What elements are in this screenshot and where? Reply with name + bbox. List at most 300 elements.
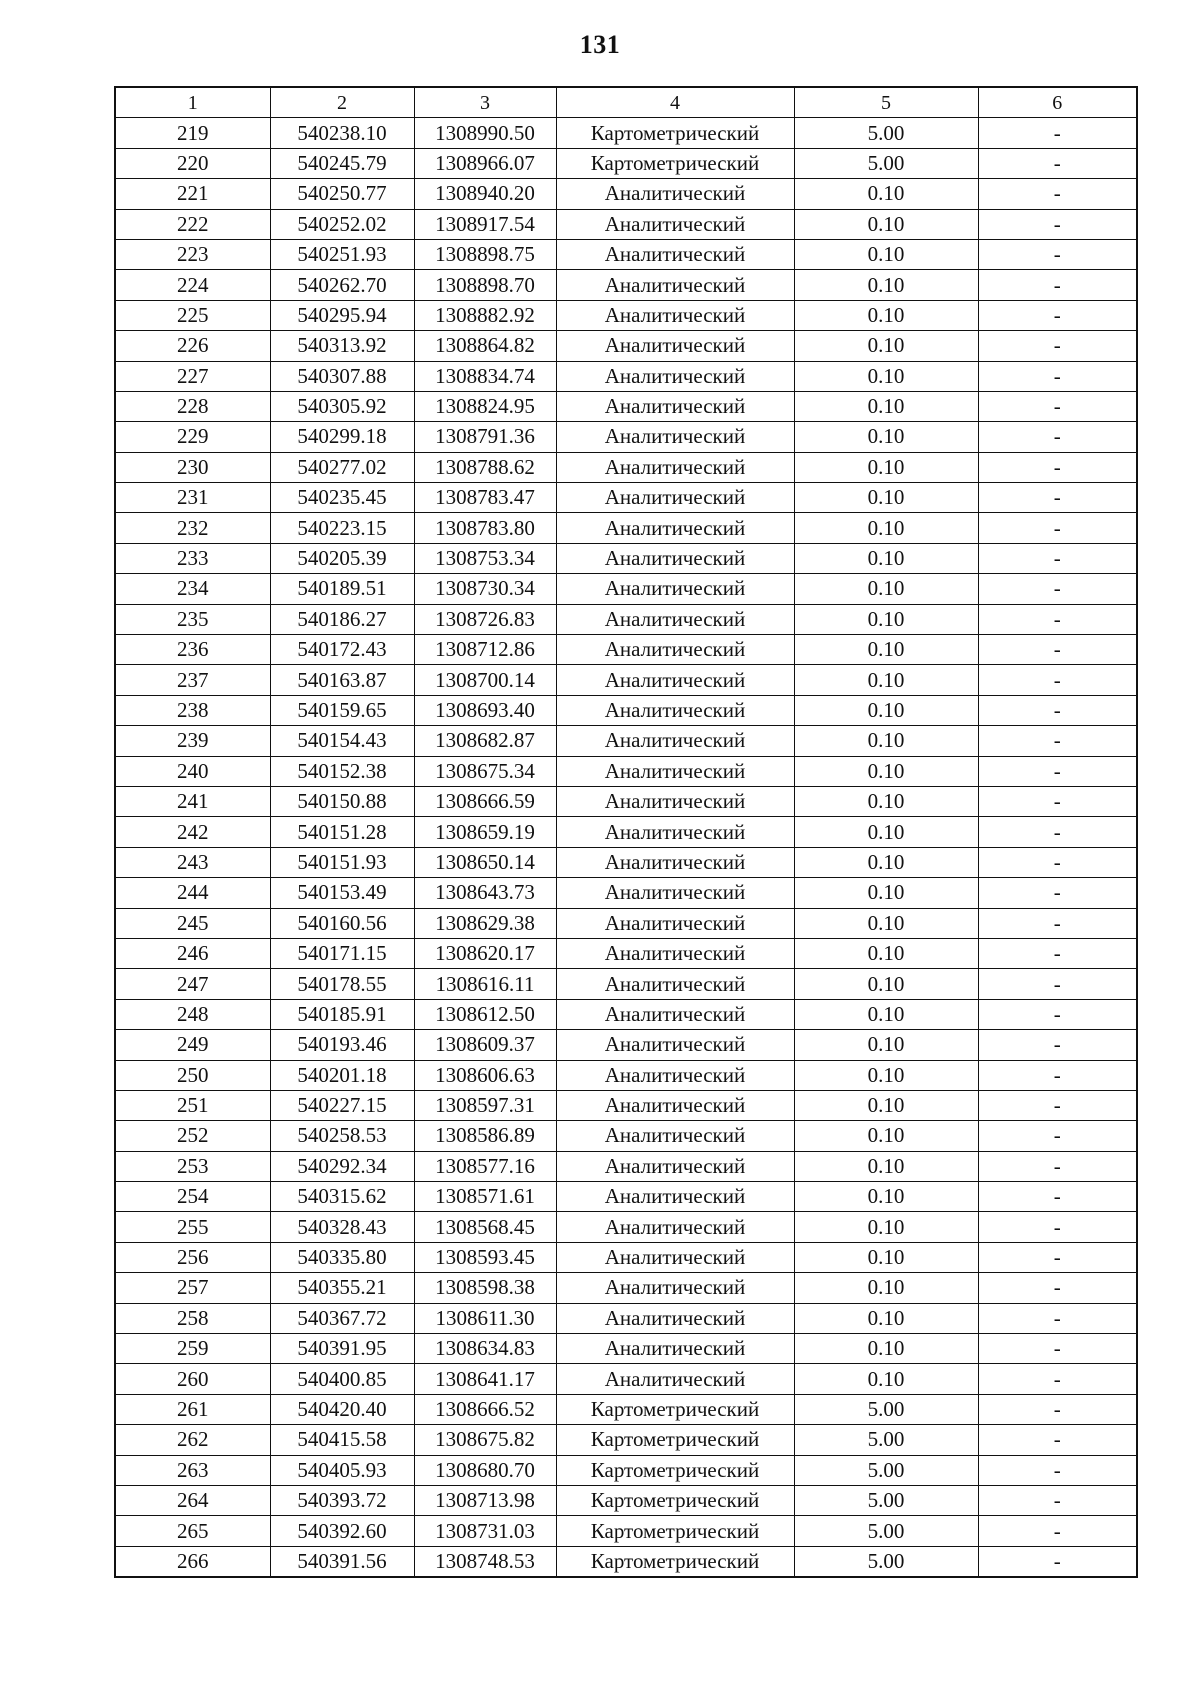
point-number-cell: 265 (115, 1516, 270, 1546)
table-row (115, 908, 1137, 938)
note-cell: - (978, 878, 1137, 908)
method-cell: Аналитический (556, 543, 794, 573)
note-cell: - (978, 1242, 1137, 1272)
point-number-cell: 225 (115, 300, 270, 330)
accuracy-cell: 0.10 (794, 908, 978, 938)
table-row (115, 1394, 1137, 1424)
y-coordinate-cell: 1308783.80 (414, 513, 556, 543)
accuracy-cell: 0.10 (794, 179, 978, 209)
y-coordinate-cell: 1308675.34 (414, 756, 556, 786)
note-cell: - (978, 422, 1137, 452)
accuracy-cell: 0.10 (794, 847, 978, 877)
method-cell: Аналитический (556, 635, 794, 665)
accuracy-cell: 0.10 (794, 999, 978, 1029)
y-coordinate-cell: 1308917.54 (414, 209, 556, 239)
table-row (115, 118, 1137, 148)
table-row (115, 1516, 1137, 1546)
point-number-cell: 256 (115, 1242, 270, 1272)
point-number-cell: 251 (115, 1090, 270, 1120)
y-coordinate-cell: 1308753.34 (414, 543, 556, 573)
accuracy-cell: 0.10 (794, 1121, 978, 1151)
point-number-cell: 254 (115, 1182, 270, 1212)
method-cell: Аналитический (556, 239, 794, 269)
accuracy-cell: 0.10 (794, 331, 978, 361)
note-cell: - (978, 483, 1137, 513)
table-row (115, 422, 1137, 452)
x-coordinate-cell: 540223.15 (270, 513, 414, 543)
method-cell: Аналитический (556, 1030, 794, 1060)
accuracy-cell: 0.10 (794, 604, 978, 634)
y-coordinate-cell: 1308568.45 (414, 1212, 556, 1242)
accuracy-cell: 0.10 (794, 1212, 978, 1242)
note-cell: - (978, 1090, 1137, 1120)
y-coordinate-cell: 1308726.83 (414, 604, 556, 634)
accuracy-cell: 5.00 (794, 1425, 978, 1455)
method-cell: Аналитический (556, 574, 794, 604)
y-coordinate-cell: 1308598.38 (414, 1273, 556, 1303)
y-coordinate-cell: 1308650.14 (414, 847, 556, 877)
point-number-cell: 238 (115, 695, 270, 725)
table-row (115, 817, 1137, 847)
x-coordinate-cell: 540367.72 (270, 1303, 414, 1333)
x-coordinate-cell: 540292.34 (270, 1151, 414, 1181)
accuracy-cell: 5.00 (794, 1485, 978, 1515)
x-coordinate-cell: 540405.93 (270, 1455, 414, 1485)
x-coordinate-cell: 540415.58 (270, 1425, 414, 1455)
table-row (115, 361, 1137, 391)
y-coordinate-cell: 1308606.63 (414, 1060, 556, 1090)
point-number-cell: 252 (115, 1121, 270, 1151)
method-cell: Аналитический (556, 756, 794, 786)
y-coordinate-cell: 1308643.73 (414, 878, 556, 908)
y-coordinate-cell: 1308612.50 (414, 999, 556, 1029)
x-coordinate-cell: 540153.49 (270, 878, 414, 908)
point-number-cell: 260 (115, 1364, 270, 1394)
method-cell: Аналитический (556, 361, 794, 391)
accuracy-cell: 0.10 (794, 1334, 978, 1364)
point-number-cell: 244 (115, 878, 270, 908)
y-coordinate-cell: 1308712.86 (414, 635, 556, 665)
point-number-cell: 250 (115, 1060, 270, 1090)
note-cell: - (978, 938, 1137, 968)
note-cell: - (978, 209, 1137, 239)
note-cell: - (978, 1212, 1137, 1242)
accuracy-cell: 0.10 (794, 452, 978, 482)
table-header-row (115, 87, 1137, 118)
x-coordinate-cell: 540151.93 (270, 847, 414, 877)
x-coordinate-cell: 540152.38 (270, 756, 414, 786)
table-row (115, 148, 1137, 178)
accuracy-cell: 0.10 (794, 1151, 978, 1181)
y-coordinate-cell: 1308682.87 (414, 726, 556, 756)
point-number-cell: 227 (115, 361, 270, 391)
y-coordinate-cell: 1308834.74 (414, 361, 556, 391)
accuracy-cell: 0.10 (794, 1242, 978, 1272)
x-coordinate-cell: 540150.88 (270, 786, 414, 816)
method-cell: Аналитический (556, 270, 794, 300)
note-cell: - (978, 1425, 1137, 1455)
note-cell: - (978, 391, 1137, 421)
method-cell: Картометрический (556, 1455, 794, 1485)
table-row (115, 1090, 1137, 1120)
y-coordinate-cell: 1308586.89 (414, 1121, 556, 1151)
table-row (115, 574, 1137, 604)
table-row (115, 300, 1137, 330)
table-row (115, 513, 1137, 543)
note-cell: - (978, 270, 1137, 300)
y-coordinate-cell: 1308675.82 (414, 1425, 556, 1455)
accuracy-cell: 0.10 (794, 1364, 978, 1394)
table-row (115, 604, 1137, 634)
point-number-cell: 229 (115, 422, 270, 452)
method-cell: Картометрический (556, 148, 794, 178)
point-number-cell: 234 (115, 574, 270, 604)
note-cell: - (978, 1394, 1137, 1424)
point-number-cell: 248 (115, 999, 270, 1029)
x-coordinate-cell: 540391.56 (270, 1546, 414, 1577)
y-coordinate-cell: 1308940.20 (414, 179, 556, 209)
accuracy-cell: 0.10 (794, 422, 978, 452)
point-number-cell: 264 (115, 1485, 270, 1515)
note-cell: - (978, 665, 1137, 695)
method-cell: Аналитический (556, 452, 794, 482)
x-coordinate-cell: 540172.43 (270, 635, 414, 665)
method-cell: Аналитический (556, 695, 794, 725)
point-number-cell: 221 (115, 179, 270, 209)
note-cell: - (978, 361, 1137, 391)
method-cell: Аналитический (556, 665, 794, 695)
accuracy-cell: 0.10 (794, 1273, 978, 1303)
point-number-cell: 224 (115, 270, 270, 300)
method-cell: Картометрический (556, 118, 794, 148)
y-coordinate-cell: 1308629.38 (414, 908, 556, 938)
y-coordinate-cell: 1308713.98 (414, 1485, 556, 1515)
note-cell: - (978, 148, 1137, 178)
table-row (115, 209, 1137, 239)
table-row (115, 847, 1137, 877)
y-coordinate-cell: 1308990.50 (414, 118, 556, 148)
accuracy-cell: 5.00 (794, 1546, 978, 1577)
x-coordinate-cell: 540163.87 (270, 665, 414, 695)
table-row (115, 1485, 1137, 1515)
method-cell: Аналитический (556, 938, 794, 968)
accuracy-cell: 0.10 (794, 726, 978, 756)
accuracy-cell: 0.10 (794, 513, 978, 543)
x-coordinate-cell: 540160.56 (270, 908, 414, 938)
accuracy-cell: 0.10 (794, 786, 978, 816)
y-coordinate-cell: 1308616.11 (414, 969, 556, 999)
table-row (115, 938, 1137, 968)
note-cell: - (978, 574, 1137, 604)
method-cell: Аналитический (556, 391, 794, 421)
coordinates-table (114, 86, 1138, 1578)
point-number-cell: 233 (115, 543, 270, 573)
note-cell: - (978, 513, 1137, 543)
x-coordinate-cell: 540307.88 (270, 361, 414, 391)
note-cell: - (978, 1334, 1137, 1364)
x-coordinate-cell: 540154.43 (270, 726, 414, 756)
y-coordinate-cell: 1308666.52 (414, 1394, 556, 1424)
x-coordinate-cell: 540392.60 (270, 1516, 414, 1546)
point-number-cell: 239 (115, 726, 270, 756)
point-number-cell: 219 (115, 118, 270, 148)
accuracy-cell: 0.10 (794, 1182, 978, 1212)
table-row (115, 635, 1137, 665)
method-cell: Аналитический (556, 483, 794, 513)
x-coordinate-cell: 540393.72 (270, 1485, 414, 1515)
note-cell: - (978, 1060, 1137, 1090)
method-cell: Аналитический (556, 422, 794, 452)
point-number-cell: 242 (115, 817, 270, 847)
accuracy-cell: 0.10 (794, 391, 978, 421)
table-row (115, 1030, 1137, 1060)
accuracy-cell: 0.10 (794, 361, 978, 391)
accuracy-cell: 0.10 (794, 209, 978, 239)
note-cell: - (978, 179, 1137, 209)
y-coordinate-cell: 1308659.19 (414, 817, 556, 847)
point-number-cell: 255 (115, 1212, 270, 1242)
y-coordinate-cell: 1308609.37 (414, 1030, 556, 1060)
x-coordinate-cell: 540227.15 (270, 1090, 414, 1120)
point-number-cell: 249 (115, 1030, 270, 1060)
y-coordinate-cell: 1308571.61 (414, 1182, 556, 1212)
x-coordinate-cell: 540193.46 (270, 1030, 414, 1060)
method-cell: Аналитический (556, 908, 794, 938)
point-number-cell: 258 (115, 1303, 270, 1333)
note-cell: - (978, 543, 1137, 573)
accuracy-cell: 5.00 (794, 118, 978, 148)
column-header-2: 2 (270, 87, 414, 118)
note-cell: - (978, 847, 1137, 877)
accuracy-cell: 5.00 (794, 1394, 978, 1424)
table-row (115, 1242, 1137, 1272)
point-number-cell: 230 (115, 452, 270, 482)
x-coordinate-cell: 540201.18 (270, 1060, 414, 1090)
method-cell: Аналитический (556, 1182, 794, 1212)
note-cell: - (978, 1121, 1137, 1151)
accuracy-cell: 0.10 (794, 1060, 978, 1090)
accuracy-cell: 0.10 (794, 1030, 978, 1060)
method-cell: Аналитический (556, 300, 794, 330)
y-coordinate-cell: 1308864.82 (414, 331, 556, 361)
x-coordinate-cell: 540186.27 (270, 604, 414, 634)
column-header-6: 6 (978, 87, 1137, 118)
table-row (115, 1273, 1137, 1303)
method-cell: Аналитический (556, 999, 794, 1029)
y-coordinate-cell: 1308748.53 (414, 1546, 556, 1577)
y-coordinate-cell: 1308700.14 (414, 665, 556, 695)
method-cell: Аналитический (556, 209, 794, 239)
x-coordinate-cell: 540262.70 (270, 270, 414, 300)
point-number-cell: 257 (115, 1273, 270, 1303)
table-body (115, 118, 1137, 1577)
y-coordinate-cell: 1308611.30 (414, 1303, 556, 1333)
table-row (115, 1121, 1137, 1151)
note-cell: - (978, 1030, 1137, 1060)
x-coordinate-cell: 540159.65 (270, 695, 414, 725)
table-row (115, 665, 1137, 695)
table-row (115, 1334, 1137, 1364)
table-row (115, 1303, 1137, 1333)
table-row (115, 331, 1137, 361)
x-coordinate-cell: 540335.80 (270, 1242, 414, 1272)
point-number-cell: 236 (115, 635, 270, 665)
point-number-cell: 243 (115, 847, 270, 877)
accuracy-cell: 0.10 (794, 635, 978, 665)
method-cell: Аналитический (556, 878, 794, 908)
accuracy-cell: 0.10 (794, 938, 978, 968)
x-coordinate-cell: 540252.02 (270, 209, 414, 239)
note-cell: - (978, 300, 1137, 330)
accuracy-cell: 0.10 (794, 543, 978, 573)
note-cell: - (978, 969, 1137, 999)
y-coordinate-cell: 1308966.07 (414, 148, 556, 178)
accuracy-cell: 5.00 (794, 148, 978, 178)
table-row (115, 543, 1137, 573)
point-number-cell: 241 (115, 786, 270, 816)
note-cell: - (978, 635, 1137, 665)
x-coordinate-cell: 540205.39 (270, 543, 414, 573)
point-number-cell: 228 (115, 391, 270, 421)
note-cell: - (978, 817, 1137, 847)
method-cell: Аналитический (556, 331, 794, 361)
x-coordinate-cell: 540250.77 (270, 179, 414, 209)
note-cell: - (978, 999, 1137, 1029)
x-coordinate-cell: 540328.43 (270, 1212, 414, 1242)
method-cell: Аналитический (556, 1212, 794, 1242)
method-cell: Аналитический (556, 1364, 794, 1394)
x-coordinate-cell: 540391.95 (270, 1334, 414, 1364)
method-cell: Аналитический (556, 969, 794, 999)
method-cell: Аналитический (556, 1273, 794, 1303)
y-coordinate-cell: 1308731.03 (414, 1516, 556, 1546)
note-cell: - (978, 1546, 1137, 1577)
y-coordinate-cell: 1308641.17 (414, 1364, 556, 1394)
note-cell: - (978, 1455, 1137, 1485)
note-cell: - (978, 756, 1137, 786)
point-number-cell: 237 (115, 665, 270, 695)
x-coordinate-cell: 540245.79 (270, 148, 414, 178)
x-coordinate-cell: 540238.10 (270, 118, 414, 148)
accuracy-cell: 5.00 (794, 1516, 978, 1546)
column-header-1: 1 (115, 87, 270, 118)
table-row (115, 999, 1137, 1029)
method-cell: Аналитический (556, 817, 794, 847)
accuracy-cell: 0.10 (794, 695, 978, 725)
table-row (115, 391, 1137, 421)
y-coordinate-cell: 1308620.17 (414, 938, 556, 968)
note-cell: - (978, 1151, 1137, 1181)
x-coordinate-cell: 540251.93 (270, 239, 414, 269)
note-cell: - (978, 1303, 1137, 1333)
y-coordinate-cell: 1308577.16 (414, 1151, 556, 1181)
x-coordinate-cell: 540185.91 (270, 999, 414, 1029)
method-cell: Аналитический (556, 604, 794, 634)
accuracy-cell: 0.10 (794, 878, 978, 908)
method-cell: Картометрический (556, 1425, 794, 1455)
x-coordinate-cell: 540178.55 (270, 969, 414, 999)
note-cell: - (978, 1485, 1137, 1515)
note-cell: - (978, 695, 1137, 725)
method-cell: Аналитический (556, 847, 794, 877)
x-coordinate-cell: 540420.40 (270, 1394, 414, 1424)
x-coordinate-cell: 540400.85 (270, 1364, 414, 1394)
point-number-cell: 240 (115, 756, 270, 786)
accuracy-cell: 0.10 (794, 270, 978, 300)
y-coordinate-cell: 1308597.31 (414, 1090, 556, 1120)
table-row (115, 878, 1137, 908)
table-row (115, 483, 1137, 513)
y-coordinate-cell: 1308666.59 (414, 786, 556, 816)
table-row (115, 1151, 1137, 1181)
point-number-cell: 220 (115, 148, 270, 178)
y-coordinate-cell: 1308593.45 (414, 1242, 556, 1272)
accuracy-cell: 0.10 (794, 665, 978, 695)
table-row (115, 786, 1137, 816)
point-number-cell: 259 (115, 1334, 270, 1364)
method-cell: Аналитический (556, 1303, 794, 1333)
accuracy-cell: 0.10 (794, 1090, 978, 1120)
y-coordinate-cell: 1308693.40 (414, 695, 556, 725)
accuracy-cell: 0.10 (794, 817, 978, 847)
point-number-cell: 262 (115, 1425, 270, 1455)
table-row (115, 695, 1137, 725)
column-header-5: 5 (794, 87, 978, 118)
method-cell: Аналитический (556, 1121, 794, 1151)
point-number-cell: 263 (115, 1455, 270, 1485)
y-coordinate-cell: 1308882.92 (414, 300, 556, 330)
method-cell: Аналитический (556, 1060, 794, 1090)
y-coordinate-cell: 1308824.95 (414, 391, 556, 421)
accuracy-cell: 0.10 (794, 239, 978, 269)
point-number-cell: 245 (115, 908, 270, 938)
table-row (115, 756, 1137, 786)
x-coordinate-cell: 540189.51 (270, 574, 414, 604)
method-cell: Аналитический (556, 1151, 794, 1181)
method-cell: Аналитический (556, 786, 794, 816)
table-row (115, 270, 1137, 300)
table-row (115, 1425, 1137, 1455)
note-cell: - (978, 604, 1137, 634)
method-cell: Аналитический (556, 1242, 794, 1272)
x-coordinate-cell: 540151.28 (270, 817, 414, 847)
x-coordinate-cell: 540171.15 (270, 938, 414, 968)
accuracy-cell: 0.10 (794, 756, 978, 786)
note-cell: - (978, 726, 1137, 756)
method-cell: Аналитический (556, 513, 794, 543)
table-row (115, 1212, 1137, 1242)
y-coordinate-cell: 1308634.83 (414, 1334, 556, 1364)
table-row (115, 726, 1137, 756)
table-row (115, 1455, 1137, 1485)
x-coordinate-cell: 540277.02 (270, 452, 414, 482)
point-number-cell: 223 (115, 239, 270, 269)
accuracy-cell: 0.10 (794, 483, 978, 513)
point-number-cell: 222 (115, 209, 270, 239)
y-coordinate-cell: 1308730.34 (414, 574, 556, 604)
method-cell: Картометрический (556, 1546, 794, 1577)
method-cell: Аналитический (556, 726, 794, 756)
table-row (115, 1182, 1137, 1212)
table-row (115, 239, 1137, 269)
column-header-3: 3 (414, 87, 556, 118)
x-coordinate-cell: 540295.94 (270, 300, 414, 330)
point-number-cell: 246 (115, 938, 270, 968)
accuracy-cell: 0.10 (794, 969, 978, 999)
table-row (115, 179, 1137, 209)
note-cell: - (978, 1273, 1137, 1303)
y-coordinate-cell: 1308791.36 (414, 422, 556, 452)
